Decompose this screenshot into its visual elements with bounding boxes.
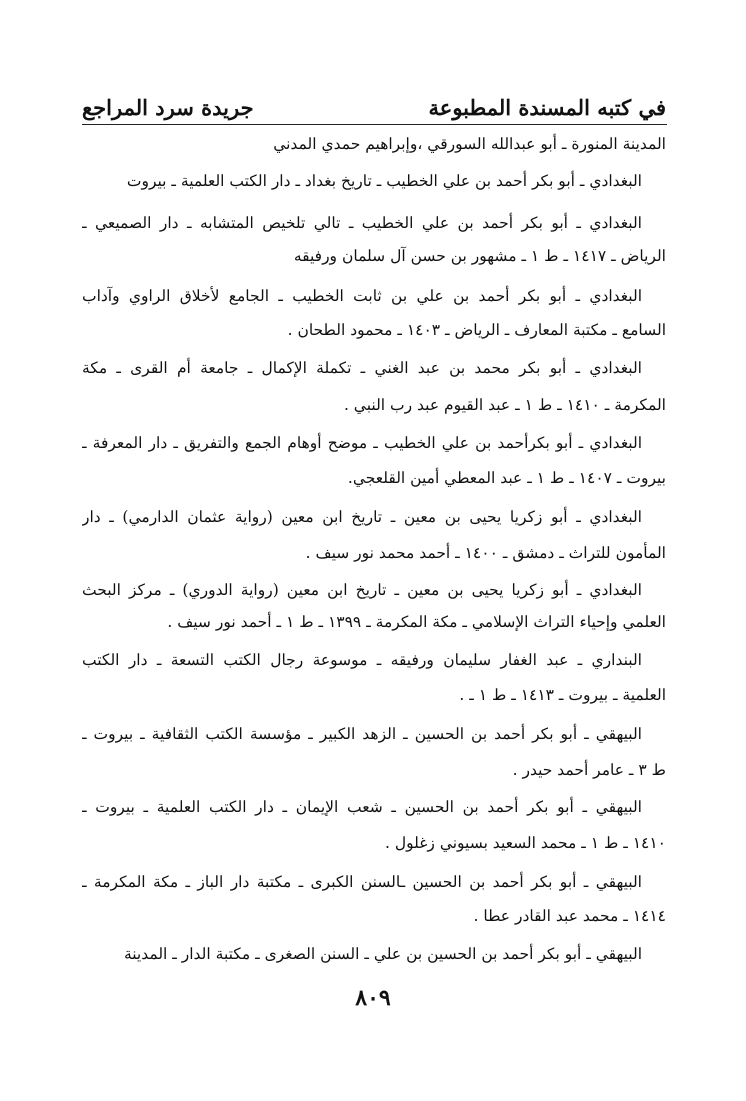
entry-line: العلمي وإحياء التراث الإسلامي ـ مكة المكرمة ـ ١٣٩٩ ـ ط ١ ـ أحمد نور سيف .	[167, 613, 666, 631]
header-section-title: جريدة سرد المراجع	[82, 95, 254, 120]
entry-line: البغدادي ـ أبو بكر محمد بن عبد الغني ـ تكملة الإكمال ـ جامعة أم القرى ـ مكة	[82, 359, 642, 377]
entry-line: البيهقي ـ أبو بكر أحمد بن الحسين ـالسنن الكبرى ـ مكتبة دار الباز ـ مكة المكرمة ـ	[82, 873, 642, 891]
entry-line: البغدادي ـ أبو زكريا يحيى بن معين ـ تاريخ ابن معين (رواية عثمان الدارمي) ـ دار	[82, 508, 642, 526]
entry-line: الرياض ـ ١٤١٧ ـ ط ١ ـ مشهور بن حسن آل سلمان ورفيقه	[293, 247, 666, 265]
entry-line: البغدادي ـ أبو بكرأحمد بن علي الخطيب ـ موضح أوهام الجمع والتفريق ـ دار المعرفة ـ	[82, 434, 642, 452]
entry-line: البيهقي ـ أبو بكر أحمد بن الحسين بن علي ـ السنن الصغرى ـ مكتبة الدار ـ المدينة	[123, 945, 642, 963]
entry-line: البيهقي ـ أبو بكر أحمد بن الحسين ـ شعب الإيمان ـ دار الكتب العلمية ـ بيروت ـ	[82, 798, 642, 816]
page-number: ٨٠٩	[355, 985, 391, 1011]
entry-line: ط ٣ ـ عامر أحمد حيدر .	[512, 761, 666, 779]
header-rule	[82, 124, 667, 125]
entry-line: البنداري ـ عبد الغفار سليمان ورفيقه ـ موسوعة رجال الكتب التسعة ـ دار الكتب	[82, 651, 642, 669]
entry-line: العلمية ـ بيروت ـ ١٤١٣ ـ ط ١ ـ .	[459, 686, 666, 704]
entry-line: البغدادي ـ أبو بكر أحمد بن علي الخطيب ـ تالي تلخيص المتشابه ـ دار الصميعي ـ	[82, 214, 642, 232]
entry-line: المدينة المنورة ـ أبو عبدالله السورقي ،وإبراهيم حمدي المدني	[273, 135, 666, 153]
header-book-title: في كتبه المسندة المطبوعة	[428, 95, 666, 120]
entry-line: السامع ـ مكتبة المعارف ـ الرياض ـ ١٤٠٣ ـ محمود الطحان .	[287, 321, 666, 339]
entry-line: البغدادي ـ أبو زكريا يحيى بن معين ـ تاريخ ابن معين (رواية الدوري) ـ مركز البحث	[82, 581, 642, 599]
entry-line: ١٤١٤ ـ محمد عبد القادر عطا .	[473, 907, 666, 925]
entry-line: بيروت ـ ١٤٠٧ ـ ط ١ ـ عبد المعطي أمين القلعجي.	[347, 469, 666, 487]
entry-line: المأمون للتراث ـ دمشق ـ ١٤٠٠ ـ أحمد محمد نور سيف .	[305, 544, 666, 562]
entry-line: البيهقي ـ أبو بكر أحمد بن الحسين ـ الزهد الكبير ـ مؤسسة الكتب الثقافية ـ بيروت ـ	[82, 725, 642, 743]
running-header	[82, 86, 666, 122]
entry-line: البغدادي ـ أبو بكر أحمد بن علي الخطيب ـ تاريخ بغداد ـ دار الكتب العلمية ـ بيروت	[126, 172, 642, 190]
entry-line: ١٤١٠ ـ ط ١ ـ محمد السعيد بسيوني زغلول .	[385, 834, 666, 852]
entry-line: البغدادي ـ أبو بكر أحمد بن علي بن ثابت الخطيب ـ الجامع لأخلاق الراوي وآداب	[82, 287, 642, 305]
entry-line: المكرمة ـ ١٤١٠ ـ ط ١ ـ عبد القيوم عبد رب النبي .	[343, 396, 666, 414]
